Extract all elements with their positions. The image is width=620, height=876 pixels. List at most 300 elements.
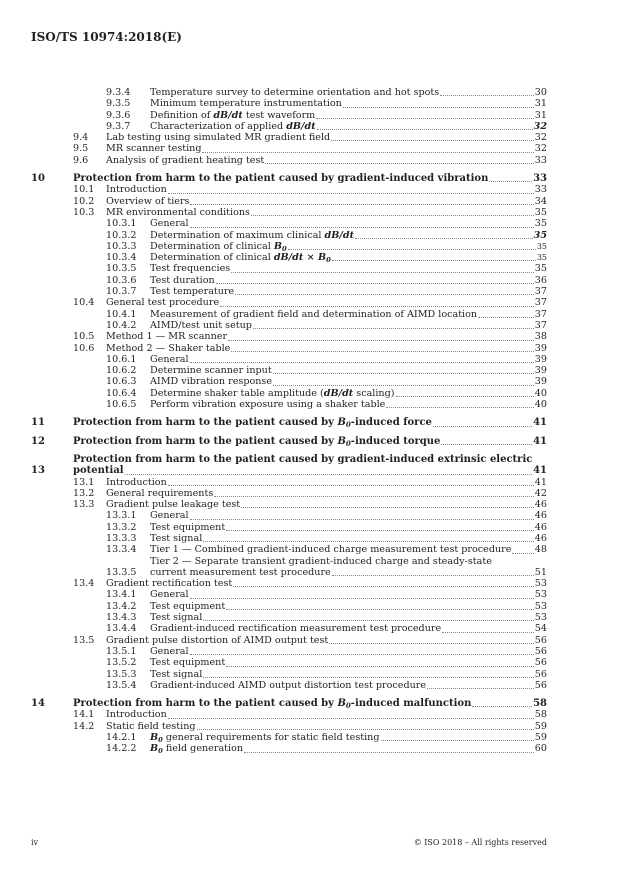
toc-entry[interactable]: [31, 454, 547, 477]
dot-leader: [203, 677, 534, 678]
dot-leader: [190, 519, 534, 520]
title-text: Measurement of gradient field and determination of AIMD location: [150, 308, 478, 320]
toc-entry-number: 9.3.6: [106, 109, 131, 121]
toc-entry-title: [106, 578, 232, 589]
toc-entry-page: 31: [534, 109, 547, 121]
dot-leader: [226, 530, 534, 531]
dot-leader: [317, 129, 533, 130]
toc-entry-page: 53: [534, 589, 547, 601]
toc-entry[interactable]: [31, 522, 547, 533]
toc-entry-title: [150, 309, 477, 320]
toc-entry[interactable]: [31, 376, 547, 387]
title-segment: [73, 417, 337, 428]
toc-entry[interactable]: [31, 196, 547, 207]
title-segment: [150, 522, 225, 533]
title-text: General: [150, 510, 189, 522]
toc-entry-page: 33: [534, 154, 547, 166]
dot-leader: [433, 426, 532, 427]
toc-entry[interactable]: [31, 635, 547, 646]
toc-entry-page: 35: [534, 218, 547, 230]
title-text: Temperature survey to determine orientation and hot spots: [150, 87, 440, 98]
toc-entry-number: 13: [31, 465, 45, 477]
toc-entry[interactable]: [31, 286, 547, 297]
toc-entry[interactable]: [31, 388, 547, 399]
table-of-contents: [31, 87, 547, 755]
toc-entry[interactable]: [31, 578, 547, 589]
toc-entry-page: 58: [533, 698, 547, 710]
toc-entry-page: 35: [534, 206, 547, 218]
toc-entry-title: [150, 286, 234, 297]
title-segment: [150, 110, 213, 121]
dot-leader: [220, 306, 534, 307]
toc-entry[interactable]: [31, 207, 547, 218]
toc-entry-page: 56: [534, 634, 547, 646]
title-text: Gradient pulse leakage test: [106, 499, 241, 511]
dot-leader: [125, 474, 532, 475]
toc-entry-title: [150, 376, 272, 387]
toc-entry-title: [106, 499, 240, 510]
title-text: current measurement test procedure: [150, 566, 331, 578]
toc-entry[interactable]: [31, 544, 547, 555]
toc-entry-title: [150, 669, 202, 680]
title-text: Determine shaker table amplitude (: [150, 387, 324, 399]
toc-entry-title: [106, 297, 219, 308]
dot-leader: [329, 643, 534, 644]
toc-entry-page: 40: [534, 387, 547, 399]
toc-entry-number: 10.6.4: [106, 387, 137, 399]
dot-leader: [190, 227, 534, 228]
title-text: Definition of: [150, 109, 214, 121]
title-segment: [106, 499, 240, 510]
toc-entry[interactable]: [31, 320, 547, 331]
toc-entry[interactable]: [31, 709, 547, 720]
title-segment: [150, 121, 286, 132]
title-text: -induced torque: [350, 435, 441, 447]
title-text: General: [150, 589, 189, 601]
toc-entry-number: 13.3.2: [106, 521, 137, 533]
toc-entry-title: [106, 331, 227, 342]
title-segment: [351, 417, 432, 428]
toc-entry[interactable]: [31, 309, 547, 320]
title-segment: [150, 612, 202, 623]
toc-entry-title: [150, 399, 385, 410]
copyright-notice: © ISO 2018 – All rights reserved: [413, 838, 547, 847]
title-segment: [150, 263, 230, 274]
dot-leader: [472, 706, 532, 707]
toc-entry-title: [106, 709, 167, 720]
toc-entry[interactable]: [31, 230, 547, 241]
toc-entry[interactable]: [31, 132, 547, 143]
toc-entry-title: [150, 533, 202, 544]
page-footer: [31, 838, 547, 847]
toc-entry[interactable]: [31, 354, 547, 365]
title-segment: [106, 297, 219, 308]
toc-entry-page: 53: [534, 600, 547, 612]
page-number: iv: [31, 838, 39, 847]
toc-entry-number: 11: [31, 417, 45, 429]
toc-entry[interactable]: [31, 732, 547, 743]
title-text: B: [150, 732, 159, 744]
toc-entry-number: 13.3.5: [106, 566, 137, 578]
dot-leader: [253, 328, 534, 329]
toc-entry[interactable]: [31, 143, 547, 154]
title-segment: [353, 388, 394, 399]
toc-entry-number: 14: [31, 698, 45, 710]
toc-entry-page: 46: [534, 499, 547, 511]
dot-leader: [190, 362, 534, 363]
title-segment: [150, 623, 441, 634]
title-text: Determination of clinical: [150, 252, 274, 264]
subscript: 0: [158, 747, 163, 756]
toc-entry-page: 56: [534, 657, 547, 669]
title-text: scaling): [353, 387, 395, 399]
toc-entry[interactable]: [31, 488, 547, 499]
subscript: 0: [345, 701, 351, 711]
toc-entry-number: 13.5.2: [106, 657, 137, 669]
title-segment: [150, 320, 252, 331]
toc-entry-page: 48: [534, 544, 547, 556]
toc-entry[interactable]: [31, 155, 547, 166]
dot-leader: [355, 238, 533, 239]
toc-entry-title: [106, 155, 264, 166]
toc-entry-number: 9.3.7: [106, 120, 131, 132]
title-segment: [73, 465, 124, 476]
title-text: Analysis of gradient heating test: [106, 154, 265, 166]
title-text: Protection from harm to the patient caused by: [73, 435, 338, 447]
toc-entry-title: [106, 635, 328, 646]
toc-entry-number: 10: [31, 173, 45, 185]
dot-leader: [478, 317, 534, 318]
toc-entry-title: [106, 132, 330, 143]
toc-entry-number: 10.3.3: [106, 240, 137, 252]
subscript: 0: [326, 256, 331, 265]
toc-entry[interactable]: [31, 275, 547, 286]
toc-entry-page: 42: [534, 487, 547, 499]
toc-entry-page: 33: [533, 173, 547, 185]
title-segment: [150, 365, 272, 376]
document-header: ISO/TS 10974:2018(E): [31, 30, 182, 44]
toc-entry-number: 13.5.4: [106, 679, 137, 691]
title-text: Protection from harm to the patient caused by: [73, 417, 338, 429]
toc-entry-number: 10.3.2: [106, 229, 137, 241]
dot-leader: [202, 152, 533, 153]
toc-entry[interactable]: [31, 477, 547, 488]
toc-entry[interactable]: [31, 589, 547, 600]
toc-entry-number: 13.1: [73, 476, 95, 488]
toc-entry-title: [150, 646, 189, 657]
toc-entry-title: [150, 110, 315, 121]
title-segment: [337, 417, 350, 428]
toc-entry-number: 9.6: [73, 154, 89, 166]
toc-entry-number: 10.1: [73, 184, 95, 196]
toc-entry-page: 41: [533, 435, 547, 447]
toc-entry-title: [106, 196, 189, 207]
toc-entry[interactable]: [31, 173, 547, 184]
dot-leader: [190, 654, 534, 655]
dot-leader: [381, 740, 534, 741]
dot-leader: [203, 620, 534, 621]
title-segment: [150, 732, 163, 743]
toc-entry[interactable]: [31, 121, 547, 132]
title-segment: [106, 578, 232, 589]
toc-entry-page: 39: [534, 365, 547, 377]
toc-entry[interactable]: [31, 698, 547, 709]
title-text: Method 1 — MR scanner: [106, 331, 228, 343]
title-segment: [106, 155, 264, 166]
title-segment: [337, 698, 350, 709]
dot-leader: [442, 632, 534, 633]
toc-entry-page: 34: [534, 195, 547, 207]
dot-leader: [241, 507, 534, 508]
toc-entry[interactable]: [31, 297, 547, 308]
dot-leader: [288, 249, 536, 250]
dot-leader: [226, 609, 534, 610]
title-segment: [150, 533, 202, 544]
toc-entry-number: 10.4.2: [106, 319, 137, 331]
title-text: MR environmental conditions: [106, 206, 250, 218]
toc-entry-number: 13.5.1: [106, 645, 137, 657]
toc-entry[interactable]: [31, 743, 547, 754]
title-text: Gradient pulse distortion of AIMD output test: [106, 634, 329, 646]
dot-leader: [233, 586, 534, 587]
toc-entry-title: [150, 680, 426, 691]
toc-entry-number: 13.5: [73, 634, 95, 646]
title-segment: [150, 544, 511, 555]
toc-entry-number: 13.4.3: [106, 612, 137, 624]
title-text: -induced force: [350, 417, 432, 429]
toc-entry-title: [150, 121, 316, 132]
toc-entry-title: [150, 601, 225, 612]
toc-entry-title: [106, 477, 167, 488]
dot-leader: [386, 407, 533, 408]
toc-entry-title: [106, 207, 250, 218]
title-text: Lab testing using simulated MR gradient field: [106, 132, 331, 144]
toc-entry[interactable]: [31, 365, 547, 376]
toc-entry-title: [73, 436, 440, 447]
title-text: Determination of clinical: [150, 240, 274, 252]
dot-leader: [197, 729, 534, 730]
toc-entry[interactable]: [31, 218, 547, 229]
toc-entry[interactable]: [31, 721, 547, 732]
toc-entry[interactable]: [31, 343, 547, 354]
title-segment: [286, 121, 315, 132]
toc-entry-number: 10.3.5: [106, 263, 137, 275]
title-segment: [73, 698, 337, 709]
toc-entry-number: 10.3.4: [106, 252, 137, 264]
toc-entry[interactable]: [31, 184, 547, 195]
toc-entry[interactable]: [31, 612, 547, 623]
title-text: Determine scanner input: [150, 365, 272, 377]
toc-entry-page: 46: [534, 510, 547, 522]
toc-entry[interactable]: [31, 510, 547, 521]
title-text: Characterization of applied: [150, 120, 287, 132]
title-segment: [243, 110, 315, 121]
title-segment: [106, 132, 330, 143]
toc-entry-number: 13.4.2: [106, 600, 137, 612]
toc-entry-number: 10.6.2: [106, 365, 137, 377]
title-text: Test equipment: [150, 600, 226, 612]
title-segment: [150, 388, 324, 399]
title-segment: [324, 388, 353, 399]
toc-entry[interactable]: [31, 399, 547, 410]
toc-entry-title: [150, 354, 189, 365]
dot-leader: [231, 272, 534, 273]
toc-entry-number: 9.5: [73, 143, 89, 155]
title-text: dB/dt: [286, 120, 316, 132]
toc-entry[interactable]: [31, 87, 547, 98]
toc-entry-title: [150, 218, 189, 229]
dot-leader: [226, 666, 534, 667]
toc-entry-number: 13.5.3: [106, 668, 137, 680]
title-text: Tier 1 — Combined gradient-induced charge measurement test procedure: [150, 544, 512, 556]
toc-entry[interactable]: [31, 417, 547, 428]
toc-entry[interactable]: [31, 436, 547, 447]
toc-entry[interactable]: [31, 657, 547, 668]
toc-entry[interactable]: [31, 331, 547, 342]
toc-entry-number: 10.3.6: [106, 274, 137, 286]
title-text: Method 2 — Shaker table: [106, 342, 231, 354]
toc-entry-number: 10.4: [73, 297, 95, 309]
toc-entry-page: 40: [534, 399, 547, 411]
toc-entry-page: 38: [534, 331, 547, 343]
dot-leader: [214, 496, 534, 497]
toc-entry-number: 10.6: [73, 342, 95, 354]
toc-entry-page: 59: [534, 732, 547, 744]
toc-entry-page: 41: [533, 417, 547, 429]
title-segment: [150, 98, 342, 109]
title-segment: [150, 241, 274, 252]
dot-leader: [332, 260, 536, 261]
dot-leader: [440, 95, 534, 96]
title-text: Perform vibration exposure using a shaker table: [150, 399, 386, 411]
toc-entry-number: 9.3.5: [106, 98, 131, 110]
title-text: Static field testing: [106, 720, 196, 732]
toc-entry-page: 51: [534, 566, 547, 578]
title-segment: [150, 567, 331, 578]
toc-entry-number: 13.3.4: [106, 544, 137, 556]
title-segment: [150, 286, 234, 297]
toc-entry-number: 13.2: [73, 487, 95, 499]
toc-entry-page: 54: [534, 623, 547, 635]
title-segment: [73, 436, 337, 447]
toc-entry-title: [150, 623, 441, 634]
dot-leader: [231, 351, 533, 352]
toc-entry-title: [73, 417, 432, 428]
title-segment: [106, 721, 196, 732]
dot-leader: [265, 163, 534, 164]
toc-entry-title: [150, 544, 511, 555]
toc-entry[interactable]: [31, 499, 547, 510]
toc-entry[interactable]: [31, 533, 547, 544]
title-text: Test temperature: [150, 286, 235, 298]
toc-entry-page: 39: [534, 353, 547, 365]
toc-entry[interactable]: [31, 241, 547, 252]
title-segment: [106, 196, 189, 207]
toc-entry[interactable]: [31, 680, 547, 691]
toc-entry-number: 13.3.1: [106, 510, 137, 522]
toc-entry-number: 14.1: [73, 709, 95, 721]
toc-entry-number: 10.5: [73, 331, 95, 343]
toc-entry[interactable]: [31, 556, 547, 579]
toc-entry[interactable]: [31, 252, 547, 263]
title-segment: [150, 252, 274, 263]
toc-entry[interactable]: [31, 110, 547, 121]
title-text: AIMD vibration response: [150, 376, 273, 388]
toc-entry-title: [106, 143, 201, 154]
toc-entry-page: 46: [534, 532, 547, 544]
title-segment: [150, 230, 325, 241]
title-segment: [274, 241, 287, 252]
toc-entry-title: [150, 567, 331, 578]
title-segment: [150, 87, 439, 98]
toc-entry-number: 13.4.1: [106, 589, 137, 601]
toc-entry-page: 59: [534, 720, 547, 732]
title-text: Test equipment: [150, 657, 226, 669]
dot-leader: [251, 215, 534, 216]
toc-entry-page: 41: [533, 465, 547, 477]
dot-leader: [396, 396, 534, 397]
title-segment: [106, 709, 167, 720]
title-text: Minimum temperature instrumentation: [150, 98, 342, 110]
title-text: dB/dt: [213, 109, 243, 121]
title-text: field generation: [162, 743, 244, 755]
toc-entry-number: 12: [31, 435, 45, 447]
toc-entry[interactable]: [31, 669, 547, 680]
toc-entry-title: [150, 87, 439, 98]
toc-entry[interactable]: [31, 263, 547, 274]
toc-entry-page: 53: [534, 612, 547, 624]
toc-entry[interactable]: [31, 98, 547, 109]
toc-entry-title: [106, 721, 196, 732]
toc-entry-page: 46: [534, 521, 547, 533]
toc-entry[interactable]: [31, 601, 547, 612]
title-segment: [150, 354, 189, 365]
toc-entry[interactable]: [31, 623, 547, 634]
toc-entry-number: 14.2.1: [106, 732, 137, 744]
title-segment: [150, 680, 426, 691]
dot-leader: [168, 193, 534, 194]
title-segment: [150, 399, 385, 410]
toc-entry-page: 35: [533, 229, 547, 241]
title-segment: [150, 376, 272, 387]
title-segment: [337, 436, 350, 447]
toc-entry-number: 10.6.3: [106, 376, 137, 388]
toc-entry-title: [150, 241, 287, 252]
toc-entry-title: [106, 343, 230, 354]
title-segment: [106, 477, 167, 488]
toc-entry-title: [150, 510, 189, 521]
title-segment: [351, 698, 472, 709]
title-text: Gradient rectification test: [106, 578, 233, 590]
toc-entry-page: 32: [533, 120, 547, 132]
title-text: dB/dt × B: [273, 252, 327, 264]
title-segment: [106, 488, 213, 499]
toc-entry-title: [150, 522, 225, 533]
toc-entry-number: 10.2: [73, 195, 95, 207]
toc-entry-number: 10.6.5: [106, 399, 137, 411]
toc-entry[interactable]: [31, 646, 547, 657]
dot-leader: [190, 204, 533, 205]
dot-leader: [441, 444, 532, 445]
dot-leader: [332, 575, 534, 576]
toc-entry-page: 37: [534, 319, 547, 331]
title-segment: [150, 646, 189, 657]
toc-entry-page: 32: [534, 132, 547, 144]
dot-leader: [489, 181, 532, 182]
toc-entry-number: 14.2.2: [106, 743, 137, 755]
title-text: General test procedure: [106, 297, 220, 309]
title-segment: [213, 110, 242, 121]
